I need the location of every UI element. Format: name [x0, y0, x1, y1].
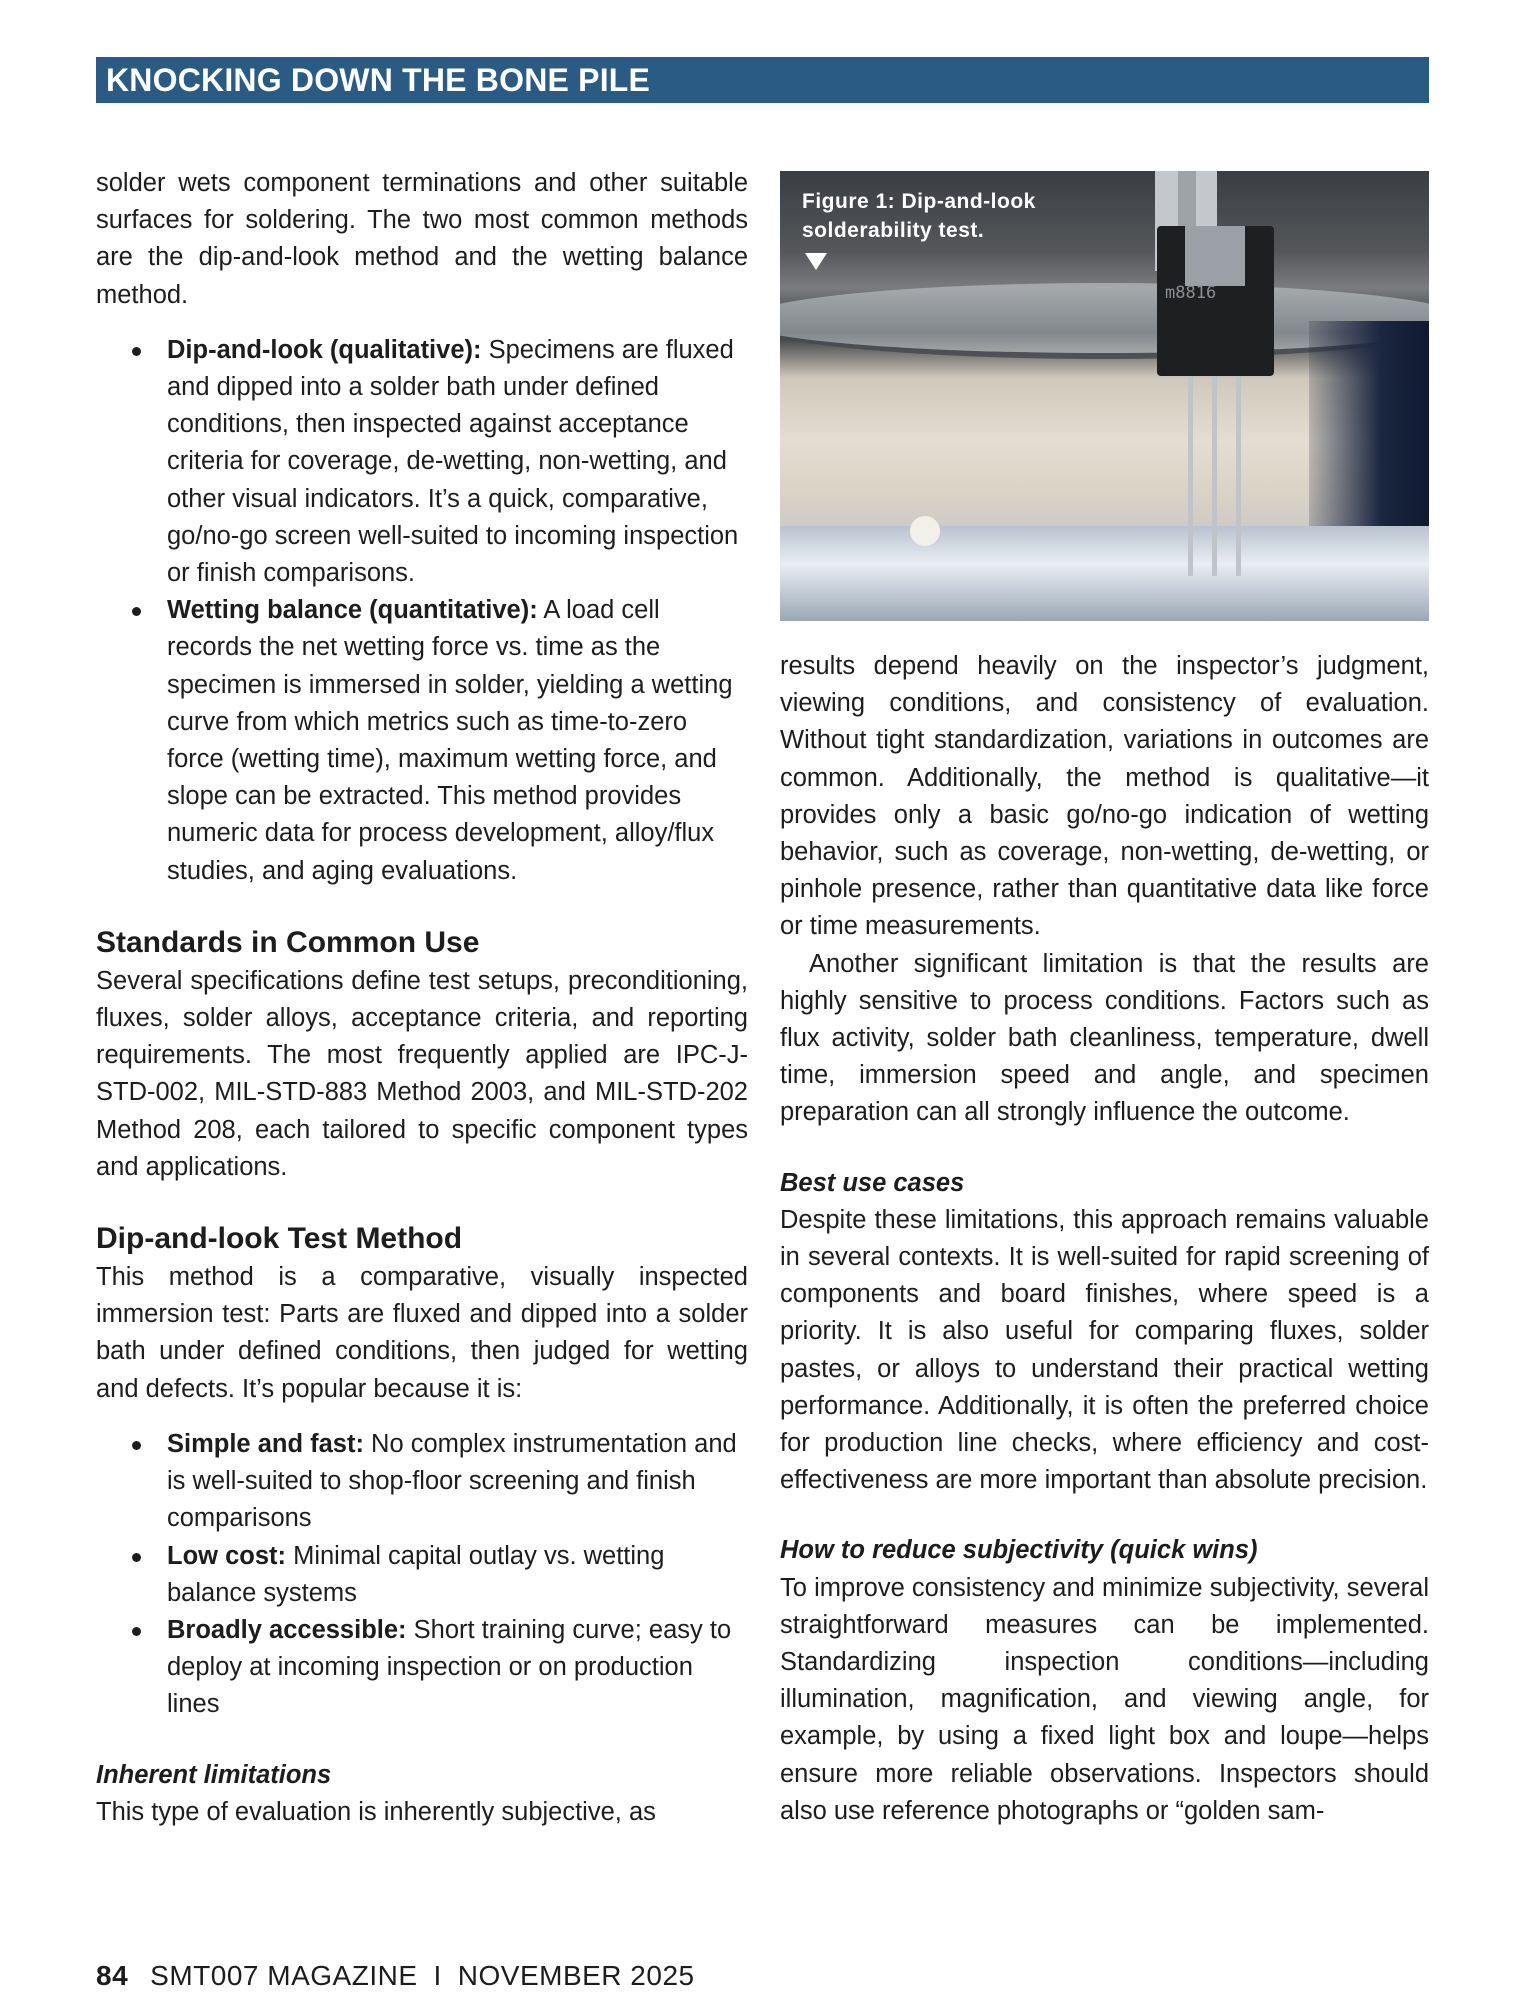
standards-paragraph: Several specifications define test setups, preconditioning, fluxes, solder alloys, acceptance criteria, and reporting requirements. The most frequently applied are IPC-J-STD-002, MIL-STD-883 Method 2003, and MIL-STD-202 Method 208, each tailored to specific component types and applications. [96, 966, 748, 1181]
footer-separator: I [433, 1960, 442, 1991]
page-footer [96, 1958, 695, 1994]
dip-heading: Dip-and-look Test Method [96, 1222, 463, 1256]
list-item: Simple and fast: No complex instrumentation and is well-suited to shop-floor screening and finish comparisons [96, 1426, 748, 1538]
methods-list [96, 332, 748, 890]
page-number: 84 [96, 1960, 129, 1991]
list-item: Broadly accessible: Short training curve; easy to deploy at incoming inspection or on production lines [96, 1612, 748, 1724]
limitations-heading: Inherent limitations [96, 1760, 332, 1789]
dip-paragraph: This method is a comparative, visually inspected immersion test: Parts are fluxed and dipped into a solder bath under defined conditions, then judged for wetting and defects. It’s popular because it is: [96, 1263, 748, 1403]
list-item: Wetting balance (quantitative): A load cell records the net wetting force vs. time as the specimen is immersed in solder, yielding a wetting curve from which metrics such as time-to-zero force (wetting time), maximum wetting force, and slope can be extracted. This method provides numeric data for process development, alloy/flux studies, and aging evaluations. [96, 592, 748, 890]
list-item: Dip-and-look (qualitative): Specimens are fluxed and dipped into a solder bath under defined conditions, then inspected against acceptance criteria for coverage, de-wetting, non-wetting, and other visual indicators. It’s a quick, comparative, go/no-go screen well-suited to incoming inspection or finish comparisons. [96, 332, 748, 592]
limitations-paragraph: This type of evaluation is inherently subjective, as [96, 1797, 656, 1826]
figure-caption: Figure 1: Dip-and-look solderability test. [802, 190, 1036, 242]
best-use-paragraph: Despite these limitations, this approach remains valuable in several contexts. It is well-suited for rapid screening of components and board finishes, where speed is a priority. It is also useful for comparing fluxes, solder pastes, or alloys to understand their practical wetting performance. Additionally, it is often the preferred choice for production line checks, where efficiency and cost-effectiveness are more important than absolute precision. [780, 1205, 1429, 1495]
publication-name: SMT007 MAGAZINE [150, 1960, 418, 1991]
standards-heading: Standards in Common Use [96, 925, 480, 959]
left-column [96, 165, 748, 1831]
section-header [96, 57, 1429, 103]
list-item: Low cost: Minimal capital outlay vs. wetting balance systems [96, 1538, 748, 1612]
section-title: KNOCKING DOWN THE BONE PILE [106, 62, 651, 98]
reduce-paragraph: To improve consistency and minimize subjectivity, several straightforward measures can be implemented. Standardizing inspection conditions—including illumination, magnification, and viewing angle, for example, by using a fixed light box and loupe—helps ensure more reliable observations. Inspectors should also use reference photographs or “golden sam- [780, 1573, 1429, 1825]
issue-date: NOVEMBER 2025 [457, 1960, 695, 1991]
limitation-paragraph: Another significant limitation is that the results are highly sensitive to process conditions. Factors such as flux activity, solder bath cleanliness, temperature, dwell time, immersion speed and angle, and specimen preparation can all strongly influence the outcome. [780, 949, 1429, 1127]
intro-paragraph: solder wets component terminations and other suitable surfaces for soldering. The two most common methods are the dip-and-look method and the wetting balance method. [96, 169, 748, 309]
benefits-list [96, 1426, 748, 1724]
best-use-heading: Best use cases [780, 1168, 965, 1197]
results-paragraph: results depend heavily on the inspector’s judgment, viewing conditions, and consistency of evaluation. Without tight standardization, variations in outcomes are common. Additionally, the method is qualitative—it provides only a basic go/no-go indication of wetting behavior, such as coverage, non-wetting, de-wetting, or pinhole presence, rather than quantitative data like force or time measurements. [780, 652, 1429, 941]
right-column [780, 165, 1429, 1830]
component-marking: m8816 [1165, 283, 1217, 303]
reduce-heading: How to reduce subjectivity (quick wins) [780, 1536, 1258, 1565]
